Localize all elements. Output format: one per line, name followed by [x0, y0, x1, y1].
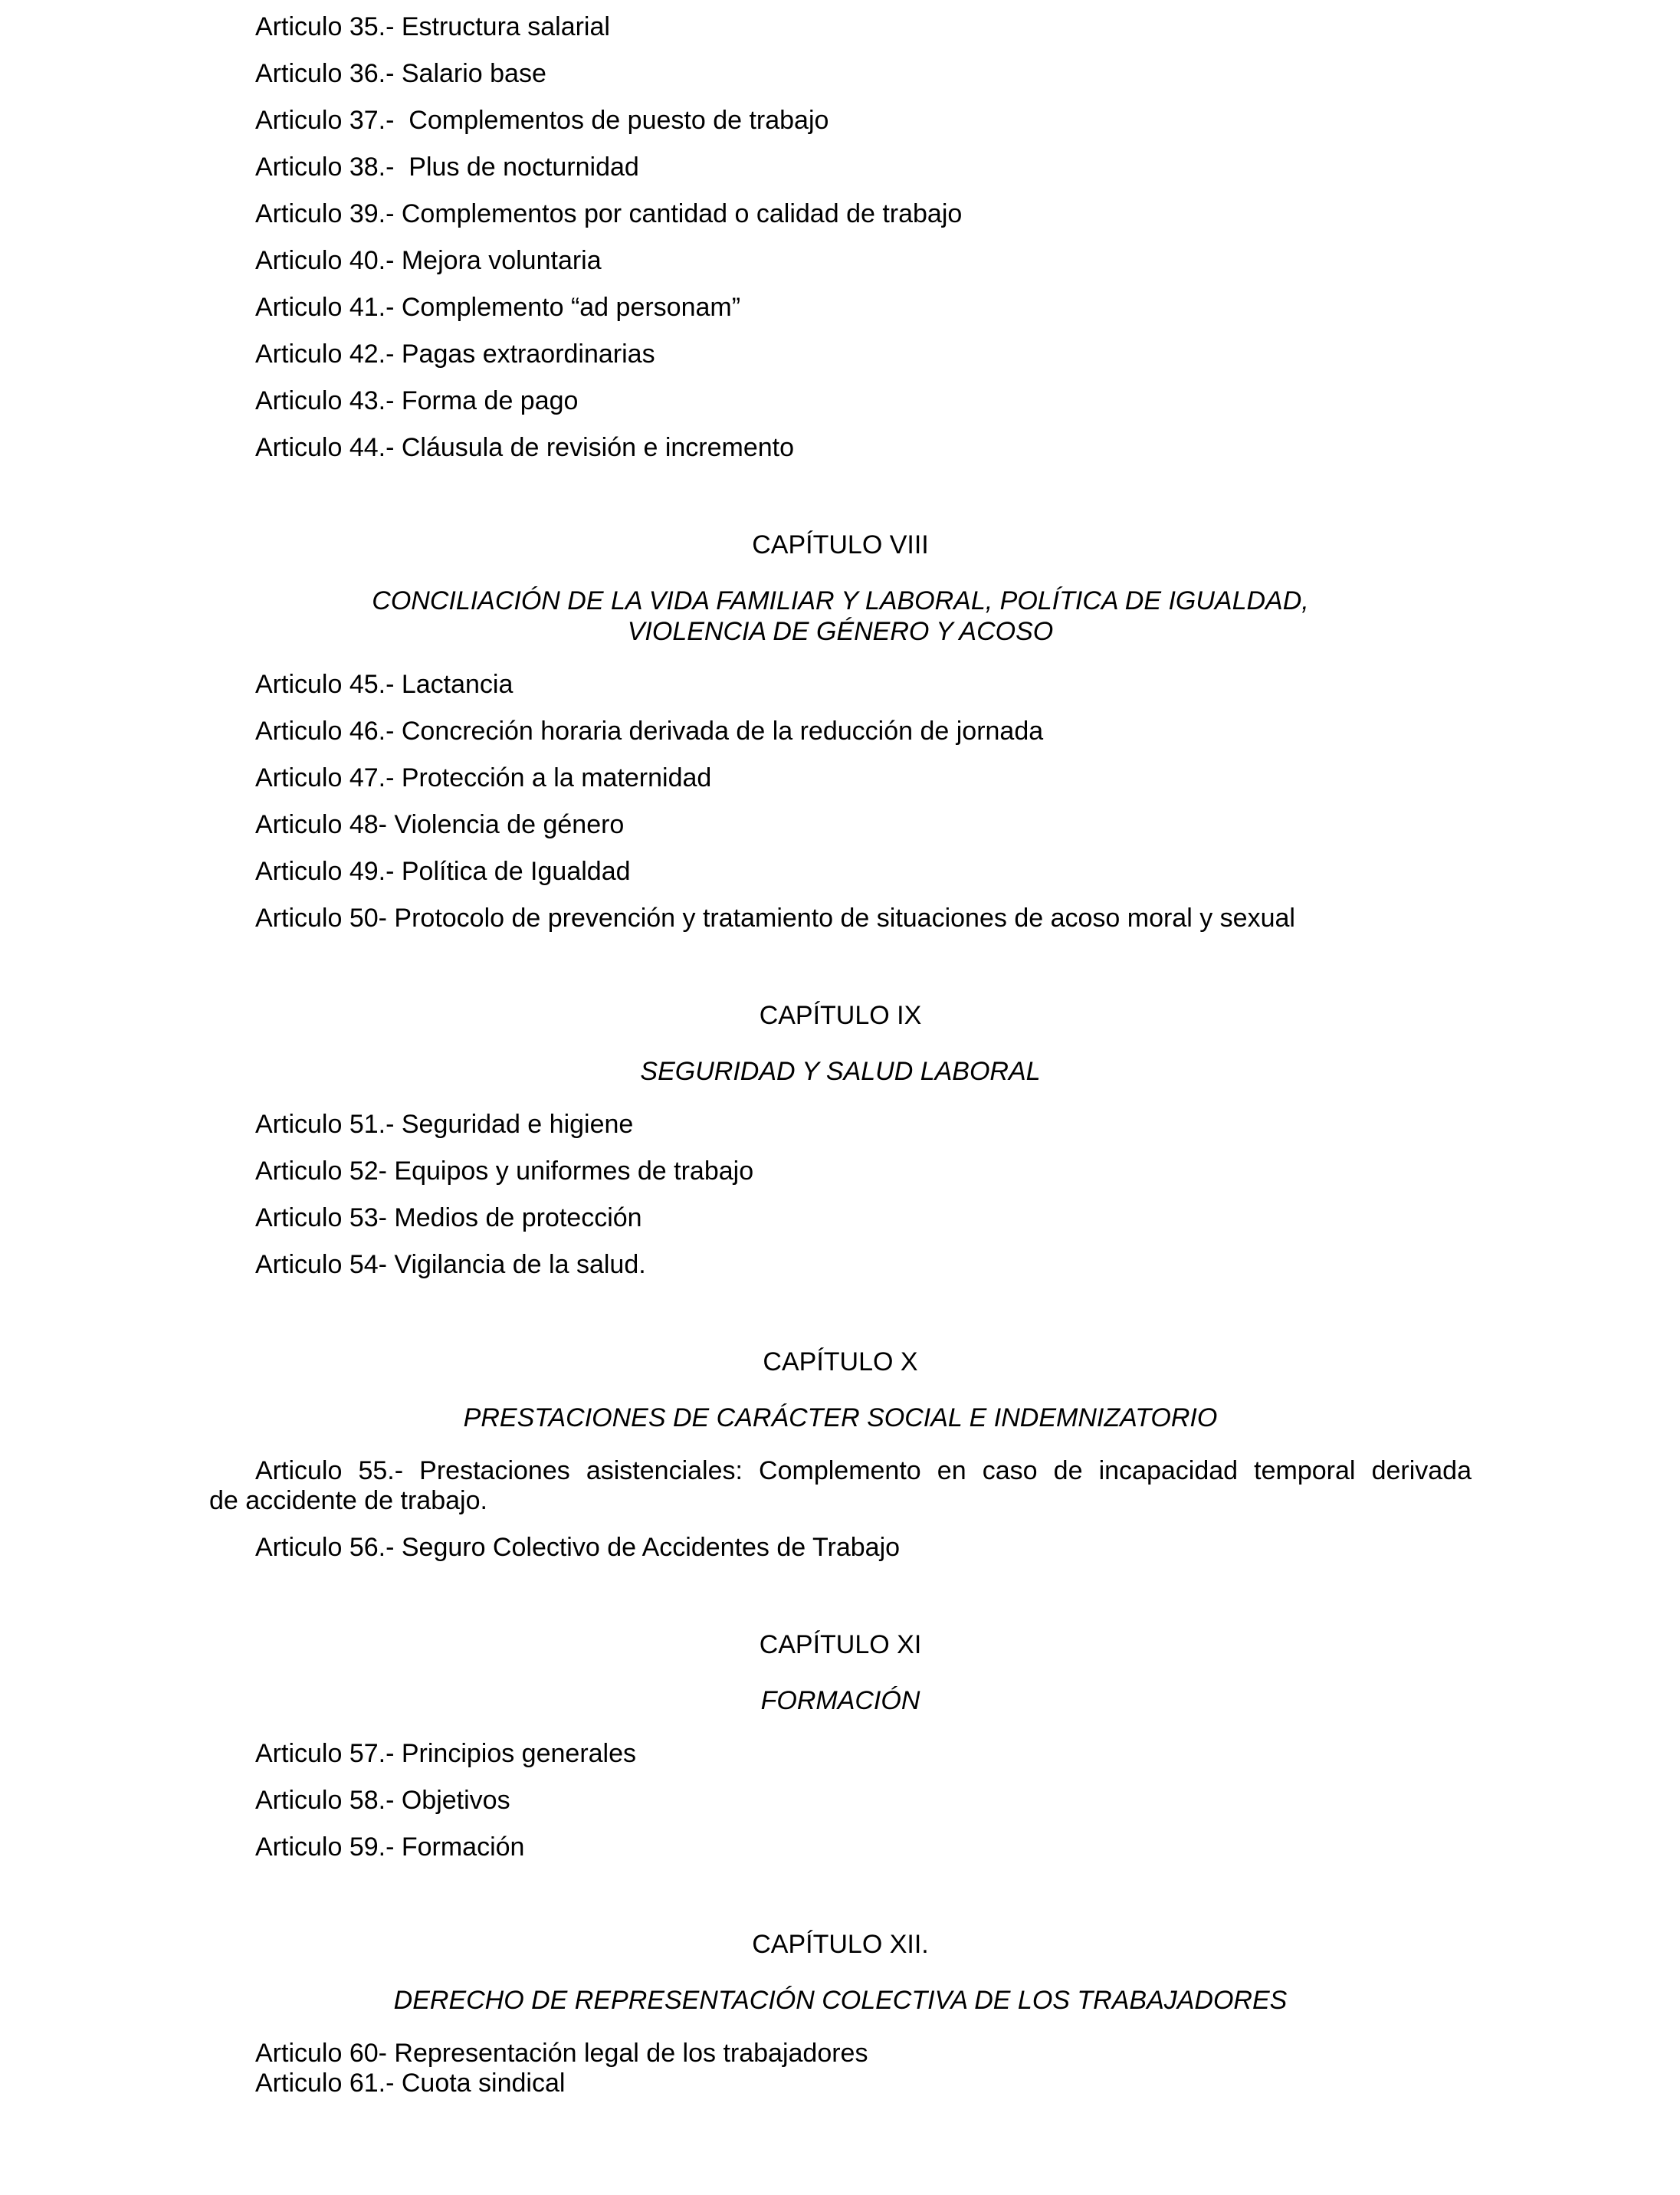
- subtitle-line: SEGURIDAD Y SALUD LABORAL: [640, 1057, 1041, 1086]
- article-item-60: Articulo 60- Representación legal de los trabajadores: [255, 2039, 868, 2068]
- article-item-35: Articulo 35.- Estructura salarial: [255, 12, 610, 41]
- subtitle-line: CONCILIACIÓN DE LA VIDA FAMILIAR Y LABORAL, POLÍTICA DE IGUALDAD,: [372, 586, 1309, 615]
- subtitle-line: DERECHO DE REPRESENTACIÓN COLECTIVA DE LOS TRABAJADORES: [393, 1986, 1288, 2015]
- chapter-subtitle-ix: [209, 1056, 1472, 1087]
- article-item-43: Articulo 43.- Forma de pago: [255, 386, 579, 415]
- chapter-subtitle-viii: [209, 586, 1472, 647]
- article-item-48: Articulo 48- Violencia de género: [255, 810, 625, 839]
- chapter-heading-xi: CAPÍTULO XI: [759, 1630, 922, 1659]
- article-item-38: Articulo 38.- Plus de nocturnidad: [255, 153, 639, 182]
- article-item-47: Articulo 47.- Protección a la maternidad: [255, 763, 712, 792]
- chapter-heading-ix: CAPÍTULO IX: [759, 1001, 922, 1030]
- article-item-49: Articulo 49.- Política de Igualdad: [255, 857, 631, 886]
- article-item-58: Articulo 58.- Objetivos: [255, 1786, 510, 1815]
- article-item-50: Articulo 50- Protocolo de prevención y tratamiento de situaciones de acoso moral y sexual: [255, 904, 1295, 933]
- article-item-57: Articulo 57.- Principios generales: [255, 1739, 637, 1768]
- article-55-line-2: de accidente de trabajo.: [209, 1486, 487, 1515]
- article-item-41: Articulo 41.- Complemento “ad personam”: [255, 293, 741, 322]
- chapter-subtitle-x: [209, 1403, 1472, 1433]
- article-item-46: Articulo 46.- Concreción horaria derivada de la reducción de jornada: [255, 717, 1044, 746]
- subtitle-line: VIOLENCIA DE GÉNERO Y ACOSO: [627, 617, 1054, 646]
- article-item-51: Articulo 51.- Seguridad e higiene: [255, 1110, 634, 1139]
- chapter-heading-viii: CAPÍTULO VIII: [752, 530, 929, 559]
- article-item-52: Articulo 52- Equipos y uniformes de trabajo: [255, 1157, 754, 1186]
- article-item-53: Articulo 53- Medios de protección: [255, 1203, 642, 1232]
- article-item-59: Articulo 59.- Formación: [255, 1832, 525, 1862]
- article-item-61: Articulo 61.- Cuota sindical: [255, 2069, 566, 2098]
- article-55-line-1: Articulo 55.- Prestaciones asistenciales: Complemento en caso de incapacidad temporal derivada: [255, 1456, 1472, 1485]
- article-item-40: Articulo 40.- Mejora voluntaria: [255, 246, 602, 275]
- chapter-subtitle-xii: [209, 1985, 1472, 2016]
- subtitle-line: FORMACIÓN: [760, 1686, 920, 1715]
- article-item-39: Articulo 39.- Complementos por cantidad o calidad de trabajo: [255, 199, 963, 228]
- article-item-37: Articulo 37.- Complementos de puesto de trabajo: [255, 106, 829, 135]
- article-item-56: Articulo 56.- Seguro Colectivo de Accidentes de Trabajo: [255, 1533, 901, 1562]
- article-item-36: Articulo 36.- Salario base: [255, 59, 546, 88]
- article-item-44: Articulo 44.- Cláusula de revisión e incremento: [255, 433, 795, 462]
- subtitle-line: PRESTACIONES DE CARÁCTER SOCIAL E INDEMNIZATORIO: [463, 1403, 1218, 1432]
- chapter-heading-x: CAPÍTULO X: [763, 1347, 918, 1376]
- article-item-55: [209, 1456, 1472, 1516]
- article-item-45: Articulo 45.- Lactancia: [255, 670, 514, 699]
- chapter-heading-xii: CAPÍTULO XII.: [752, 1930, 929, 1959]
- chapter-subtitle-xi: [209, 1685, 1472, 1716]
- article-item-42: Articulo 42.- Pagas extraordinarias: [255, 340, 655, 369]
- article-item-54: Articulo 54- Vigilancia de la salud.: [255, 1250, 646, 1279]
